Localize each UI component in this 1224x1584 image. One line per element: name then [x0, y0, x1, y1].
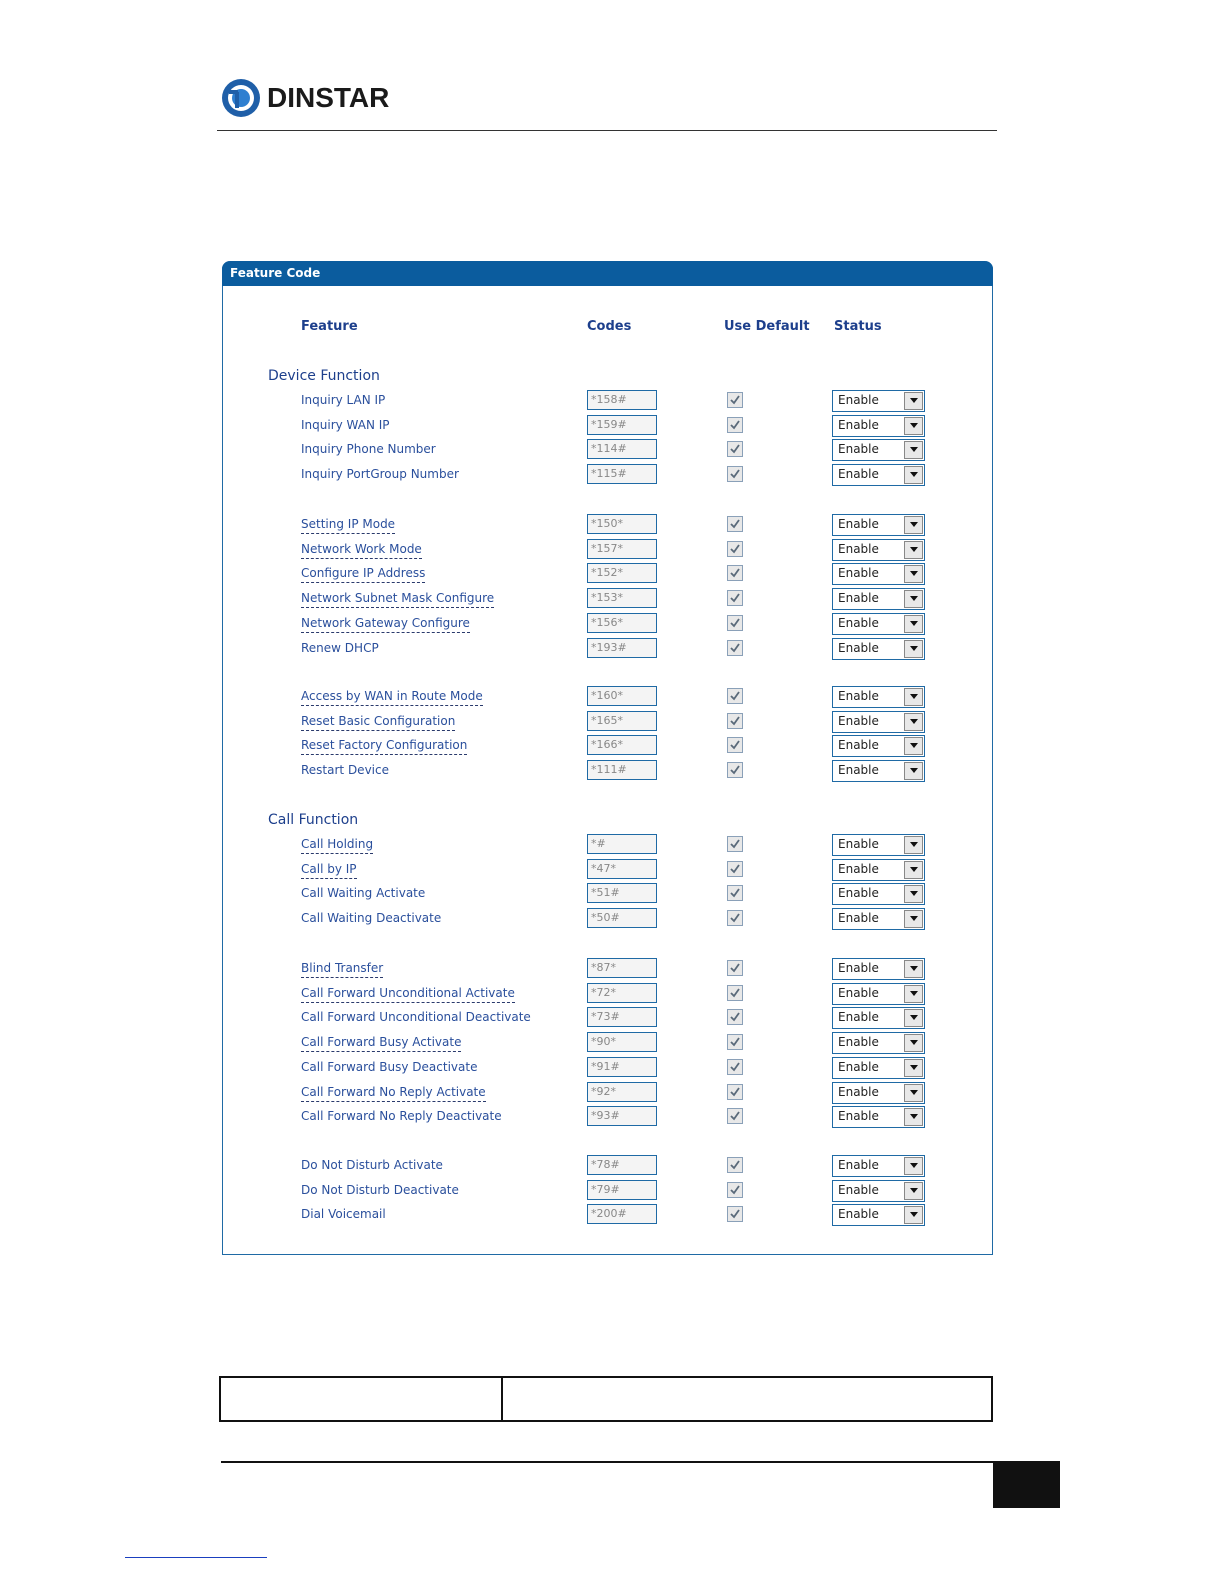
- use-default-checkbox[interactable]: [727, 466, 743, 482]
- use-default-checkbox[interactable]: [727, 1009, 743, 1025]
- status-value: Enable: [838, 961, 879, 975]
- code-input[interactable]: *152*: [587, 563, 657, 583]
- checkmark-icon: [728, 1183, 742, 1197]
- code-input[interactable]: *79#: [587, 1180, 657, 1200]
- feature-label[interactable]: Access by WAN in Route Mode: [301, 688, 483, 706]
- feature-label: Call Forward Busy Deactivate: [301, 1060, 478, 1074]
- chevron-down-icon: [910, 646, 918, 651]
- chevron-down-icon: [910, 472, 918, 477]
- checkmark-icon: [728, 393, 742, 407]
- chevron-down-icon: [910, 423, 918, 428]
- checkmark-icon: [728, 442, 742, 456]
- code-input[interactable]: *78#: [587, 1155, 657, 1175]
- dropdown-button[interactable]: [904, 392, 923, 410]
- feature-row: [0, 1057, 1224, 1079]
- code-input[interactable]: *157*: [587, 539, 657, 559]
- feature-row: [0, 613, 1224, 635]
- checkmark-icon: [728, 641, 742, 655]
- status-select[interactable]: [832, 908, 925, 930]
- chevron-down-icon: [910, 522, 918, 527]
- checkmark-icon: [728, 961, 742, 975]
- feature-label[interactable]: Call by IP: [301, 861, 357, 879]
- status-select[interactable]: [832, 983, 925, 1005]
- feature-label: Renew DHCP: [301, 641, 379, 655]
- status-value: Enable: [838, 641, 879, 655]
- feature-label: Restart Device: [301, 763, 389, 777]
- code-input[interactable]: *159#: [587, 415, 657, 435]
- use-default-checkbox[interactable]: [727, 836, 743, 852]
- status-select[interactable]: [832, 834, 925, 856]
- code-input[interactable]: *156*: [587, 613, 657, 633]
- chevron-down-icon: [910, 398, 918, 403]
- feature-row: [0, 883, 1224, 905]
- column-header-use-default: Use Default: [724, 319, 810, 334]
- use-default-checkbox[interactable]: [727, 1034, 743, 1050]
- status-select[interactable]: [832, 563, 925, 585]
- status-select[interactable]: [832, 1007, 925, 1029]
- code-input[interactable]: *158#: [587, 390, 657, 410]
- dinstar-logo: [221, 78, 389, 118]
- feature-label: Inquiry WAN IP: [301, 418, 390, 432]
- feature-label: Call Waiting Activate: [301, 886, 426, 900]
- dropdown-button[interactable]: [904, 1157, 923, 1175]
- feature-label[interactable]: Network Gateway Configure: [301, 615, 470, 633]
- checkmark-icon: [728, 616, 742, 630]
- chevron-down-icon: [910, 1065, 918, 1070]
- status-value: Enable: [838, 1035, 879, 1049]
- status-value: Enable: [838, 738, 879, 752]
- use-default-checkbox[interactable]: [727, 737, 743, 753]
- use-default-checkbox[interactable]: [727, 688, 743, 704]
- use-default-checkbox[interactable]: [727, 960, 743, 976]
- feature-row: [0, 539, 1224, 561]
- status-value: Enable: [838, 689, 879, 703]
- use-default-checkbox[interactable]: [727, 640, 743, 656]
- chevron-down-icon: [910, 447, 918, 452]
- status-value: Enable: [838, 566, 879, 580]
- chevron-down-icon: [910, 547, 918, 552]
- checkmark-icon: [728, 862, 742, 876]
- feature-label[interactable]: Setting IP Mode: [301, 516, 395, 534]
- chevron-down-icon: [910, 694, 918, 699]
- column-header-status: Status: [834, 319, 882, 334]
- dropdown-button[interactable]: [904, 1009, 923, 1027]
- status-select[interactable]: [832, 415, 925, 437]
- dropdown-button[interactable]: [904, 836, 923, 854]
- feature-row: [0, 735, 1224, 757]
- code-input[interactable]: *115#: [587, 464, 657, 484]
- status-value: Enable: [838, 1207, 879, 1221]
- status-select[interactable]: [832, 1057, 925, 1079]
- status-value: Enable: [838, 517, 879, 531]
- feature-label[interactable]: Reset Factory Configuration: [301, 737, 467, 755]
- feature-row: [0, 908, 1224, 930]
- feature-row: [0, 1106, 1224, 1128]
- dropdown-button[interactable]: [904, 1108, 923, 1126]
- use-default-checkbox[interactable]: [727, 910, 743, 926]
- use-default-checkbox[interactable]: [727, 885, 743, 901]
- checkmark-icon: [728, 517, 742, 531]
- code-input[interactable]: *73#: [587, 1007, 657, 1027]
- checkmark-icon: [728, 1085, 742, 1099]
- feature-row: [0, 760, 1224, 782]
- status-select[interactable]: [832, 464, 925, 486]
- feature-label[interactable]: Call Forward Unconditional Activate: [301, 985, 515, 1003]
- feature-label: Do Not Disturb Activate: [301, 1158, 443, 1172]
- feature-label[interactable]: Network Work Mode: [301, 541, 422, 559]
- status-select[interactable]: [832, 883, 925, 905]
- feature-label[interactable]: Call Holding: [301, 836, 373, 854]
- table-cell: [503, 1378, 991, 1420]
- status-select[interactable]: [832, 859, 925, 881]
- chevron-down-icon: [910, 1040, 918, 1045]
- checkmark-icon: [728, 911, 742, 925]
- status-select[interactable]: [832, 711, 925, 733]
- status-value: Enable: [838, 591, 879, 605]
- status-select[interactable]: [832, 760, 925, 782]
- checkmark-icon: [728, 1060, 742, 1074]
- checkmark-icon: [728, 886, 742, 900]
- code-input[interactable]: *93#: [587, 1106, 657, 1126]
- status-select[interactable]: [832, 958, 925, 980]
- status-select[interactable]: [832, 1032, 925, 1054]
- feature-label: Inquiry PortGroup Number: [301, 467, 459, 481]
- feature-row: [0, 1204, 1224, 1226]
- status-select[interactable]: [832, 1082, 925, 1104]
- dropdown-button[interactable]: [904, 1059, 923, 1077]
- feature-row: [0, 588, 1224, 610]
- code-input[interactable]: *111#: [587, 760, 657, 780]
- status-value: Enable: [838, 467, 879, 481]
- code-input[interactable]: *51#: [587, 883, 657, 903]
- chevron-down-icon: [910, 1090, 918, 1095]
- use-default-checkbox[interactable]: [727, 1108, 743, 1124]
- checkmark-icon: [728, 1109, 742, 1123]
- chevron-down-icon: [910, 916, 918, 921]
- use-default-checkbox[interactable]: [727, 392, 743, 408]
- feature-row: [0, 1155, 1224, 1177]
- checkmark-icon: [728, 763, 742, 777]
- chevron-down-icon: [910, 891, 918, 896]
- use-default-checkbox[interactable]: [727, 615, 743, 631]
- use-default-checkbox[interactable]: [727, 441, 743, 457]
- checkmark-icon: [728, 1010, 742, 1024]
- dropdown-button[interactable]: [904, 960, 923, 978]
- feature-row: [0, 514, 1224, 536]
- dropdown-button[interactable]: [904, 590, 923, 608]
- use-default-checkbox[interactable]: [727, 861, 743, 877]
- dropdown-button[interactable]: [904, 985, 923, 1003]
- status-value: Enable: [838, 886, 879, 900]
- chevron-down-icon: [910, 1212, 918, 1217]
- use-default-checkbox[interactable]: [727, 1182, 743, 1198]
- checkmark-icon: [728, 1035, 742, 1049]
- checkmark-icon: [728, 566, 742, 580]
- chevron-down-icon: [910, 1188, 918, 1193]
- section-title: Device Function: [268, 368, 380, 384]
- chevron-down-icon: [910, 1015, 918, 1020]
- feature-row: [0, 686, 1224, 708]
- feature-label: Inquiry LAN IP: [301, 393, 386, 407]
- dropdown-button[interactable]: [904, 688, 923, 706]
- feature-row: [0, 1180, 1224, 1202]
- footnote-link-line: [125, 1557, 267, 1558]
- chevron-down-icon: [910, 596, 918, 601]
- use-default-checkbox[interactable]: [727, 1157, 743, 1173]
- status-value: Enable: [838, 911, 879, 925]
- checkmark-icon: [728, 591, 742, 605]
- status-select[interactable]: [832, 439, 925, 461]
- status-value: Enable: [838, 1183, 879, 1197]
- feature-row: [0, 834, 1224, 856]
- feature-label[interactable]: Network Subnet Mask Configure: [301, 590, 494, 608]
- code-input[interactable]: *165*: [587, 711, 657, 731]
- panel-title: Feature Code: [222, 261, 993, 286]
- feature-row: [0, 439, 1224, 461]
- feature-label: Inquiry Phone Number: [301, 442, 436, 456]
- code-input[interactable]: *72*: [587, 983, 657, 1003]
- status-select[interactable]: [832, 1155, 925, 1177]
- checkmark-icon: [728, 542, 742, 556]
- status-value: Enable: [838, 1085, 879, 1099]
- status-select[interactable]: [832, 390, 925, 412]
- chevron-down-icon: [910, 571, 918, 576]
- chevron-down-icon: [910, 768, 918, 773]
- feature-row: [0, 390, 1224, 412]
- status-value: Enable: [838, 986, 879, 1000]
- feature-label[interactable]: Configure IP Address: [301, 565, 425, 583]
- dropdown-button[interactable]: [904, 417, 923, 435]
- code-input[interactable]: *47*: [587, 859, 657, 879]
- dropdown-button[interactable]: [904, 762, 923, 780]
- checkmark-icon: [728, 986, 742, 1000]
- checkmark-icon: [728, 689, 742, 703]
- code-input[interactable]: *193#: [587, 638, 657, 658]
- checkmark-icon: [728, 418, 742, 432]
- column-header-feature: Feature: [301, 319, 358, 334]
- feature-label: Call Waiting Deactivate: [301, 911, 442, 925]
- code-input[interactable]: *166*: [587, 735, 657, 755]
- feature-label: Call Forward No Reply Deactivate: [301, 1109, 502, 1123]
- feature-label: Dial Voicemail: [301, 1207, 386, 1221]
- feature-label: Do Not Disturb Deactivate: [301, 1183, 459, 1197]
- status-select[interactable]: [832, 539, 925, 561]
- chevron-down-icon: [910, 867, 918, 872]
- table-cell: [221, 1378, 503, 1420]
- dropdown-button[interactable]: [904, 541, 923, 559]
- code-input[interactable]: *50#: [587, 908, 657, 928]
- checkmark-icon: [728, 467, 742, 481]
- chevron-down-icon: [910, 842, 918, 847]
- chevron-down-icon: [910, 621, 918, 626]
- feature-row: [0, 983, 1224, 1005]
- checkmark-icon: [728, 714, 742, 728]
- status-value: Enable: [838, 763, 879, 777]
- chevron-down-icon: [910, 743, 918, 748]
- status-value: Enable: [838, 393, 879, 407]
- use-default-checkbox[interactable]: [727, 713, 743, 729]
- section-title: Call Function: [268, 812, 359, 828]
- feature-row: [0, 1082, 1224, 1104]
- use-default-checkbox[interactable]: [727, 762, 743, 778]
- use-default-checkbox[interactable]: [727, 1206, 743, 1222]
- feature-row: [0, 859, 1224, 881]
- status-value: Enable: [838, 616, 879, 630]
- column-header-codes: Codes: [587, 319, 632, 334]
- dropdown-button[interactable]: [904, 885, 923, 903]
- header-divider: [217, 130, 997, 131]
- code-input[interactable]: *87*: [587, 958, 657, 978]
- status-select[interactable]: [832, 514, 925, 536]
- dropdown-button[interactable]: [904, 565, 923, 583]
- status-value: Enable: [838, 542, 879, 556]
- code-input[interactable]: *90*: [587, 1032, 657, 1052]
- feature-label[interactable]: Blind Transfer: [301, 960, 383, 978]
- dinstar-logo-icon: [221, 78, 261, 118]
- feature-label: Call Forward Unconditional Deactivate: [301, 1010, 531, 1024]
- feature-label[interactable]: Call Forward No Reply Activate: [301, 1084, 486, 1102]
- code-input[interactable]: *91#: [587, 1057, 657, 1077]
- checkmark-icon: [728, 1158, 742, 1172]
- feature-row: [0, 1007, 1224, 1029]
- feature-row: [0, 415, 1224, 437]
- feature-row: [0, 958, 1224, 980]
- dropdown-button[interactable]: [904, 516, 923, 534]
- use-default-checkbox[interactable]: [727, 565, 743, 581]
- code-input[interactable]: *#: [587, 834, 657, 854]
- dropdown-button[interactable]: [904, 1182, 923, 1200]
- feature-row: [0, 1032, 1224, 1054]
- dropdown-button[interactable]: [904, 910, 923, 928]
- feature-row: [0, 711, 1224, 733]
- dropdown-button[interactable]: [904, 615, 923, 633]
- page-number-box: [993, 1461, 1060, 1508]
- status-value: Enable: [838, 442, 879, 456]
- feature-row: [0, 563, 1224, 585]
- chevron-down-icon: [910, 1114, 918, 1119]
- status-value: Enable: [838, 714, 879, 728]
- status-select[interactable]: [832, 1204, 925, 1226]
- status-value: Enable: [838, 1109, 879, 1123]
- dropdown-button[interactable]: [904, 441, 923, 459]
- use-default-checkbox[interactable]: [727, 1084, 743, 1100]
- code-input[interactable]: *160*: [587, 686, 657, 706]
- dropdown-button[interactable]: [904, 713, 923, 731]
- dropdown-button[interactable]: [904, 1084, 923, 1102]
- footer-divider: [221, 1461, 996, 1463]
- status-select[interactable]: [832, 735, 925, 757]
- status-value: Enable: [838, 418, 879, 432]
- code-input[interactable]: *114#: [587, 439, 657, 459]
- dropdown-button[interactable]: [904, 466, 923, 484]
- feature-row: [0, 638, 1224, 660]
- chevron-down-icon: [910, 1163, 918, 1168]
- description-table: [219, 1376, 993, 1422]
- status-select[interactable]: [832, 638, 925, 660]
- feature-row: [0, 464, 1224, 486]
- chevron-down-icon: [910, 966, 918, 971]
- status-select[interactable]: [832, 1106, 925, 1128]
- chevron-down-icon: [910, 719, 918, 724]
- dropdown-button[interactable]: [904, 1034, 923, 1052]
- status-select[interactable]: [832, 686, 925, 708]
- status-select[interactable]: [832, 588, 925, 610]
- use-default-checkbox[interactable]: [727, 541, 743, 557]
- dropdown-button[interactable]: [904, 1206, 923, 1224]
- status-value: Enable: [838, 837, 879, 851]
- feature-label[interactable]: Call Forward Busy Activate: [301, 1034, 461, 1052]
- status-value: Enable: [838, 1158, 879, 1172]
- checkmark-icon: [728, 1207, 742, 1221]
- use-default-checkbox[interactable]: [727, 1059, 743, 1075]
- code-input[interactable]: *153*: [587, 588, 657, 608]
- use-default-checkbox[interactable]: [727, 590, 743, 606]
- status-select[interactable]: [832, 1180, 925, 1202]
- status-value: Enable: [838, 1010, 879, 1024]
- use-default-checkbox[interactable]: [727, 516, 743, 532]
- use-default-checkbox[interactable]: [727, 985, 743, 1001]
- brand-name: DINSTAR: [267, 82, 390, 113]
- status-value: Enable: [838, 1060, 879, 1074]
- checkmark-icon: [728, 837, 742, 851]
- code-input[interactable]: *92*: [587, 1082, 657, 1102]
- feature-label[interactable]: Reset Basic Configuration: [301, 713, 455, 731]
- chevron-down-icon: [910, 991, 918, 996]
- code-input[interactable]: *200#: [587, 1204, 657, 1224]
- checkmark-icon: [728, 738, 742, 752]
- code-input[interactable]: *150*: [587, 514, 657, 534]
- status-value: Enable: [838, 862, 879, 876]
- use-default-checkbox[interactable]: [727, 417, 743, 433]
- dropdown-button[interactable]: [904, 640, 923, 658]
- dropdown-button[interactable]: [904, 861, 923, 879]
- dropdown-button[interactable]: [904, 737, 923, 755]
- status-select[interactable]: [832, 613, 925, 635]
